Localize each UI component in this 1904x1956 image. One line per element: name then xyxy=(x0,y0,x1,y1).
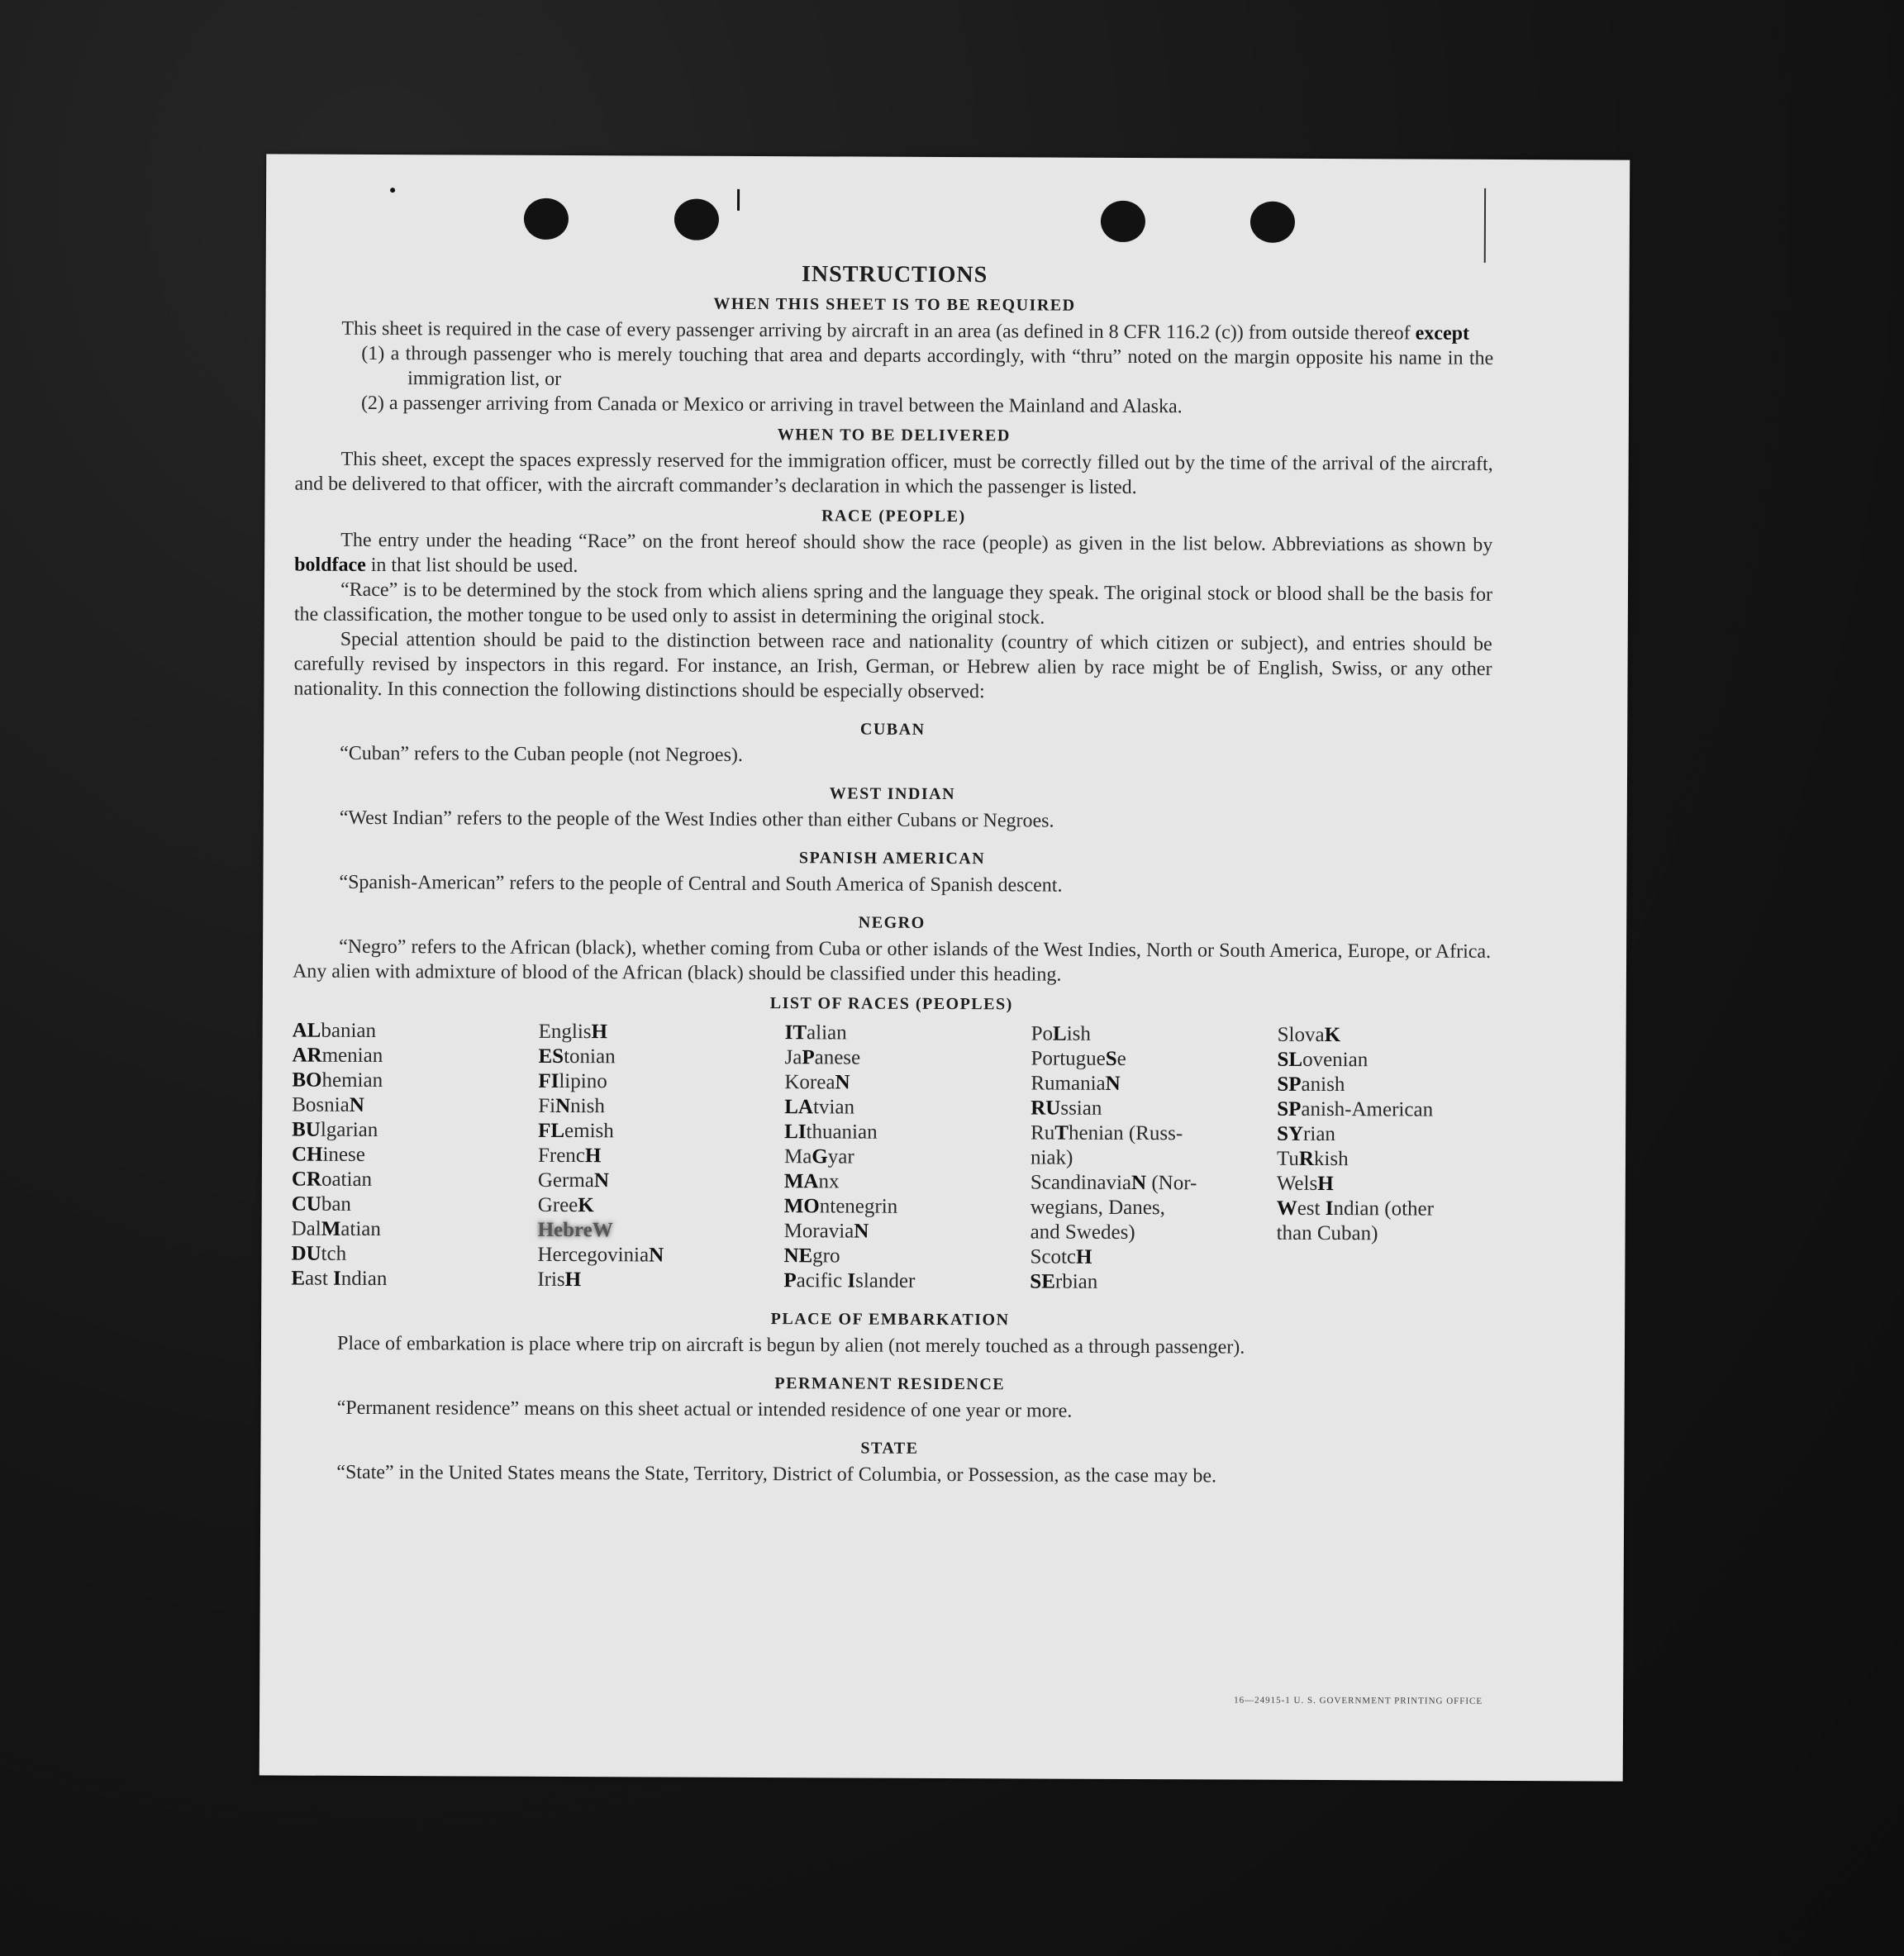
race-item: FrencH xyxy=(537,1144,602,1168)
speck xyxy=(737,189,740,211)
speck xyxy=(390,188,395,193)
paragraph: “West Indian” refers to the people of the West Indies other than either Cubans or Negroes. xyxy=(339,807,1054,832)
race-item: HebreW xyxy=(537,1218,613,1242)
section-heading: PLACE OF EMBARKATION xyxy=(770,1310,1010,1330)
paragraph: “Negro” refers to the African (black), whether coming from Cuba or other islands of the West Indies, North or South America, Europe, or Africa. Any alien with admixture of blood of the African (black) should be classified under this heading. xyxy=(292,935,1492,986)
race-item: West Indian (other than Cuban) xyxy=(1276,1197,1435,1245)
race-column xyxy=(1030,1021,1277,1295)
paragraph-bold: boldface xyxy=(294,554,366,576)
section-heading: WHEN THIS SHEET IS TO BE REQUIRED xyxy=(713,294,1076,315)
race-column xyxy=(291,1019,538,1292)
race-item: FLemish xyxy=(538,1119,614,1143)
race-item: FiNnish xyxy=(538,1094,605,1118)
section-heading: SPANISH AMERICAN xyxy=(798,849,986,869)
page-title: INSTRUCTIONS xyxy=(801,261,988,288)
section-heading: LIST OF RACES (PEOPLES) xyxy=(769,994,1013,1014)
race-item: TuRkish xyxy=(1276,1147,1349,1171)
race-item: IrisH xyxy=(537,1268,582,1292)
race-item: ARmenian xyxy=(292,1044,383,1068)
race-item: BUlgarian xyxy=(292,1118,378,1142)
instruction-sheet xyxy=(259,154,1630,1781)
paragraph: Place of embarkation is place where trip on aircraft is begun by alien (not merely touched as a through passenger). xyxy=(336,1332,1245,1359)
paragraph: “Permanent residence” means on this sheet actual or intended residence of one year or more. xyxy=(336,1397,1073,1422)
race-list xyxy=(291,1019,1490,1297)
paragraph: “Cuban” refers to the Cuban people (not Negroes). xyxy=(340,742,744,766)
section-heading: CUBAN xyxy=(859,720,926,739)
list-item: (2) a passenger arriving from Canada or Mexico or arriving in travel between the Mainland and Alaska. xyxy=(360,392,1183,418)
race-item: DalMatian xyxy=(291,1217,381,1241)
paragraph-bold: except xyxy=(1415,322,1470,345)
paragraph: “State” in the United States means the State, Territory, District of Columbia, or Possession, as the case may be. xyxy=(336,1461,1217,1487)
paragraph: This sheet, except the spaces expressly reserved for the immigration officer, must be correctly filled out by the time of the arrival of the aircraft, and be delivered to that officer, with the aircraft commander’s declaration in which the passenger is listed. xyxy=(294,448,1493,499)
race-item: JaPanese xyxy=(784,1046,861,1069)
paragraph xyxy=(294,528,1492,583)
race-item: SErbian xyxy=(1030,1270,1098,1293)
section-heading: STATE xyxy=(860,1439,919,1458)
race-item: RuThenian (Russ- niak) xyxy=(1030,1121,1183,1169)
race-item: ITalian xyxy=(784,1021,847,1045)
race-item: DUtch xyxy=(291,1242,347,1265)
section-heading: WEST INDIAN xyxy=(829,784,956,804)
race-item: CUban xyxy=(291,1192,352,1216)
race-item: SYrian xyxy=(1277,1122,1336,1146)
paragraph-text: The entry under the heading “Race” on the front hereof should show the race (people) as given in the list below. Abbreviations as shown by xyxy=(340,529,1493,556)
section-heading: WHEN TO BE DELIVERED xyxy=(777,426,1011,445)
race-item: ScandinaviaN (Nor- wegians, Danes, and Swedes) xyxy=(1030,1171,1197,1245)
race-item: SlovaK xyxy=(1277,1023,1341,1047)
race-item: ScotcH xyxy=(1030,1245,1092,1268)
race-column xyxy=(783,1021,1031,1294)
section-heading: NEGRO xyxy=(858,913,926,932)
race-item: HercegoviniaN xyxy=(537,1243,664,1267)
race-item: MAnx xyxy=(783,1170,840,1193)
race-item: GreeK xyxy=(537,1193,594,1217)
race-item: BosniaN xyxy=(292,1093,364,1116)
race-item: LAtvian xyxy=(784,1096,855,1119)
paragraph: “Race” is to be determined by the stock from which aliens spring and the language they speak. The original stock or blood shall be the basis for the classification, the mother tongue to be used only to assist in determining the original stock. xyxy=(293,578,1493,629)
speck xyxy=(1484,188,1486,263)
race-item: LIthuanian xyxy=(784,1121,878,1144)
race-item: NEgro xyxy=(783,1245,840,1268)
race-item: PortugueSe xyxy=(1031,1047,1126,1070)
race-column xyxy=(537,1020,784,1293)
race-item: MoraviaN xyxy=(783,1220,869,1243)
race-item: FIlipino xyxy=(538,1069,607,1093)
paragraph-text: in that list should be used. xyxy=(365,554,578,578)
punch-hole xyxy=(524,198,569,240)
race-column xyxy=(1276,1023,1490,1297)
race-item: MOntenegrin xyxy=(783,1195,898,1218)
list-item: (1) a through passenger who is merely touching that area and departs accordingly, with “thru” noted on the margin opposite his name in the immigration list, or xyxy=(361,342,1494,390)
paragraph-text: This sheet is required in the case of every passenger arriving by aircraft in an area (as defined in 8 CFR 116.2 (c)) from outside thereof xyxy=(341,317,1416,345)
race-item: PoLish xyxy=(1031,1022,1091,1045)
race-item: KoreaN xyxy=(784,1071,850,1094)
paragraph: Special attention should be paid to the distinction between race and nationality (country of which citizen or subject), and entries should be carefully revised by inspectors in this regard. For instance, an Irish, German, or Hebrew alien by race might be of English, Swiss, or any other nationality. In this connection the following distinctions should be especially observed: xyxy=(293,628,1492,703)
punch-hole xyxy=(674,199,719,240)
race-item: GermaN xyxy=(537,1168,610,1192)
paragraph: “Spanish-American” refers to the people of Central and South America of Spanish descent. xyxy=(339,871,1063,897)
punch-hole xyxy=(1250,202,1295,243)
punch-hole xyxy=(1101,201,1145,242)
race-item: SPanish xyxy=(1277,1073,1345,1097)
race-item: MaGyar xyxy=(783,1145,854,1168)
race-item: East Indian xyxy=(291,1267,388,1291)
race-item: Pacific Islander xyxy=(783,1269,916,1292)
section-heading: RACE (PEOPLE) xyxy=(821,507,966,526)
race-item: SLovenian xyxy=(1277,1048,1368,1072)
race-item: SPanish-American xyxy=(1277,1097,1434,1121)
instructions-body xyxy=(290,260,1493,1490)
section-heading: PERMANENT RESIDENCE xyxy=(774,1374,1006,1394)
race-item: BOhemian xyxy=(292,1068,383,1092)
race-item: EStonian xyxy=(538,1045,616,1068)
race-item: RumaniaN xyxy=(1031,1072,1121,1095)
race-item: RUssian xyxy=(1031,1097,1102,1120)
race-item: ALbanian xyxy=(292,1019,377,1042)
race-item: CHinese xyxy=(291,1143,365,1166)
race-item: WelsH xyxy=(1276,1172,1334,1196)
printing-office-code: 16—24915-1 U. S. GOVERNMENT PRINTING OFFICE xyxy=(1234,1695,1483,1706)
race-item: EnglisH xyxy=(538,1020,608,1044)
race-item: CRoatian xyxy=(291,1168,373,1191)
